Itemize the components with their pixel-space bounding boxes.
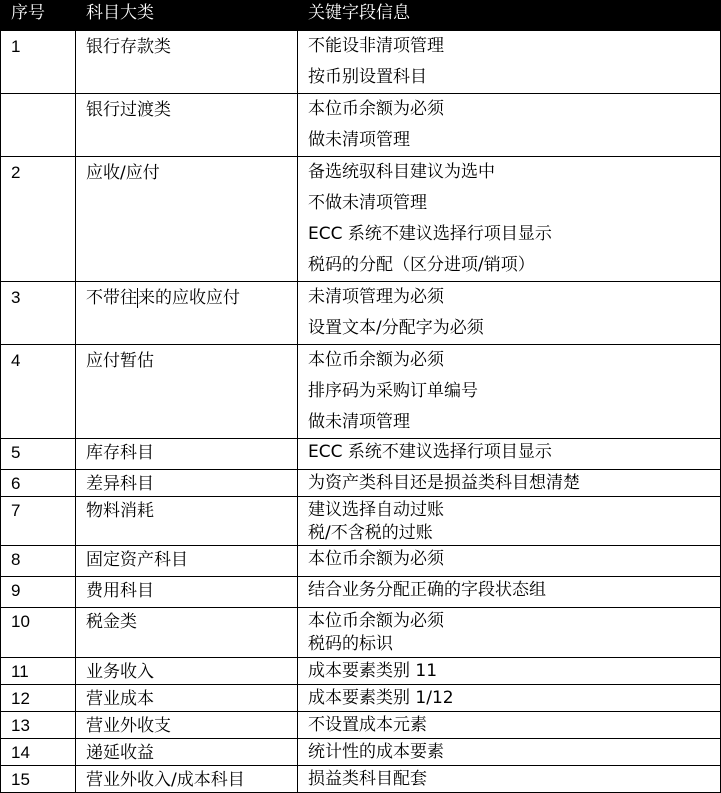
row-number: 12 bbox=[1, 685, 76, 712]
key-field-line: 做未清项管理 bbox=[308, 130, 410, 150]
key-field-line: 建议选择自动过账 bbox=[308, 500, 444, 520]
row-category: 营业外收入/成本科目 bbox=[76, 766, 298, 793]
table-row bbox=[1, 608, 721, 658]
row-number: 15 bbox=[1, 766, 76, 793]
header-key-fields: 关键字段信息 bbox=[298, 1, 721, 31]
key-field-line: 税码的标识 bbox=[308, 634, 393, 654]
key-field-line: 本位币余额为必须 bbox=[308, 549, 444, 569]
header-category: 科目大类 bbox=[76, 1, 298, 31]
row-key-fields bbox=[298, 157, 721, 282]
key-field-line: 设置文本/分配字为必须 bbox=[308, 318, 484, 338]
table-row bbox=[1, 31, 721, 94]
key-field-line: 成本要素类别 1/12 bbox=[308, 688, 454, 708]
key-field-line: 税/不含税的过账 bbox=[308, 523, 433, 543]
key-field-line: ECC 系统不建议选择行项目显示 bbox=[308, 224, 552, 244]
table-row bbox=[1, 546, 721, 577]
table-row bbox=[1, 577, 721, 608]
row-number: 1 bbox=[1, 31, 76, 94]
row-number: 10 bbox=[1, 608, 76, 658]
row-key-fields bbox=[298, 546, 721, 577]
key-field-line: 税码的分配（区分进项/销项） bbox=[308, 255, 535, 275]
row-number: 5 bbox=[1, 439, 76, 470]
table-row bbox=[1, 94, 721, 157]
table-row bbox=[1, 658, 721, 685]
row-key-fields bbox=[298, 766, 721, 793]
key-field-line: 为资产类科目还是损益类科目想清楚 bbox=[308, 473, 580, 493]
key-field-line: 不能设非清项管理 bbox=[308, 36, 444, 56]
table-header bbox=[1, 1, 721, 31]
row-key-fields bbox=[298, 497, 721, 546]
row-category: 银行过渡类 bbox=[76, 94, 298, 157]
table-row bbox=[1, 345, 721, 439]
row-key-fields bbox=[298, 31, 721, 94]
row-category: 库存科目 bbox=[76, 439, 298, 470]
row-number: 13 bbox=[1, 712, 76, 739]
row-category: 营业成本 bbox=[76, 685, 298, 712]
row-category: 应付暂估 bbox=[76, 345, 298, 439]
row-number bbox=[1, 94, 76, 157]
row-category: 业务收入 bbox=[76, 658, 298, 685]
table-row bbox=[1, 157, 721, 282]
header-row bbox=[1, 1, 721, 31]
row-key-fields bbox=[298, 712, 721, 739]
row-key-fields bbox=[298, 470, 721, 497]
key-field-line: 按币别设置科目 bbox=[308, 67, 427, 87]
row-category: 税金类 bbox=[76, 608, 298, 658]
row-category-part: 不带往 bbox=[86, 288, 137, 308]
table-row bbox=[1, 282, 721, 345]
row-number: 8 bbox=[1, 546, 76, 577]
row-number: 4 bbox=[1, 345, 76, 439]
table-row bbox=[1, 739, 721, 766]
row-number: 9 bbox=[1, 577, 76, 608]
key-field-line: 排序码为采购订单编号 bbox=[308, 381, 478, 401]
row-key-fields bbox=[298, 282, 721, 345]
row-key-fields bbox=[298, 577, 721, 608]
key-field-line: 统计性的成本要素 bbox=[308, 742, 444, 762]
row-number: 11 bbox=[1, 658, 76, 685]
key-field-line: 本位币余额为必须 bbox=[308, 350, 444, 370]
row-number: 3 bbox=[1, 282, 76, 345]
row-category: 费用科目 bbox=[76, 577, 298, 608]
row-category: 应收/应付 bbox=[76, 157, 298, 282]
row-number: 7 bbox=[1, 497, 76, 546]
row-category: 差异科目 bbox=[76, 470, 298, 497]
row-category-part: 来的应收应付 bbox=[138, 288, 240, 308]
key-field-line: ECC 系统不建议选择行项目显示 bbox=[308, 442, 552, 462]
row-category: 递延收益 bbox=[76, 739, 298, 766]
table-row bbox=[1, 712, 721, 739]
table-row bbox=[1, 497, 721, 546]
row-category bbox=[76, 282, 298, 345]
row-number: 6 bbox=[1, 470, 76, 497]
table-row bbox=[1, 470, 721, 497]
row-number: 2 bbox=[1, 157, 76, 282]
key-field-line: 本位币余额为必须 bbox=[308, 611, 444, 631]
key-field-line: 备选统驭科目建议为选中 bbox=[308, 162, 495, 182]
row-category: 物料消耗 bbox=[76, 497, 298, 546]
key-field-line: 不设置成本元素 bbox=[308, 715, 427, 735]
table-row bbox=[1, 685, 721, 712]
row-category: 营业外收支 bbox=[76, 712, 298, 739]
key-field-line: 结合业务分配正确的字段状态组 bbox=[308, 580, 546, 600]
row-category: 银行存款类 bbox=[76, 31, 298, 94]
row-key-fields bbox=[298, 439, 721, 470]
row-key-fields bbox=[298, 345, 721, 439]
key-field-line: 本位币余额为必须 bbox=[308, 99, 444, 119]
key-field-line: 不做未清项管理 bbox=[308, 193, 427, 213]
row-key-fields bbox=[298, 685, 721, 712]
table-row bbox=[1, 439, 721, 470]
row-key-fields bbox=[298, 739, 721, 766]
key-field-line: 未清项管理为必须 bbox=[308, 287, 444, 307]
row-key-fields bbox=[298, 94, 721, 157]
table-row bbox=[1, 766, 721, 793]
row-number: 14 bbox=[1, 739, 76, 766]
key-field-line: 损益类科目配套 bbox=[308, 769, 427, 789]
row-category: 固定资产科目 bbox=[76, 546, 298, 577]
header-seq: 序号 bbox=[1, 1, 76, 31]
key-field-line: 成本要素类别 11 bbox=[308, 661, 438, 681]
row-key-fields bbox=[298, 608, 721, 658]
row-key-fields bbox=[298, 658, 721, 685]
key-field-line: 做未清项管理 bbox=[308, 412, 410, 432]
table-body bbox=[1, 31, 721, 793]
